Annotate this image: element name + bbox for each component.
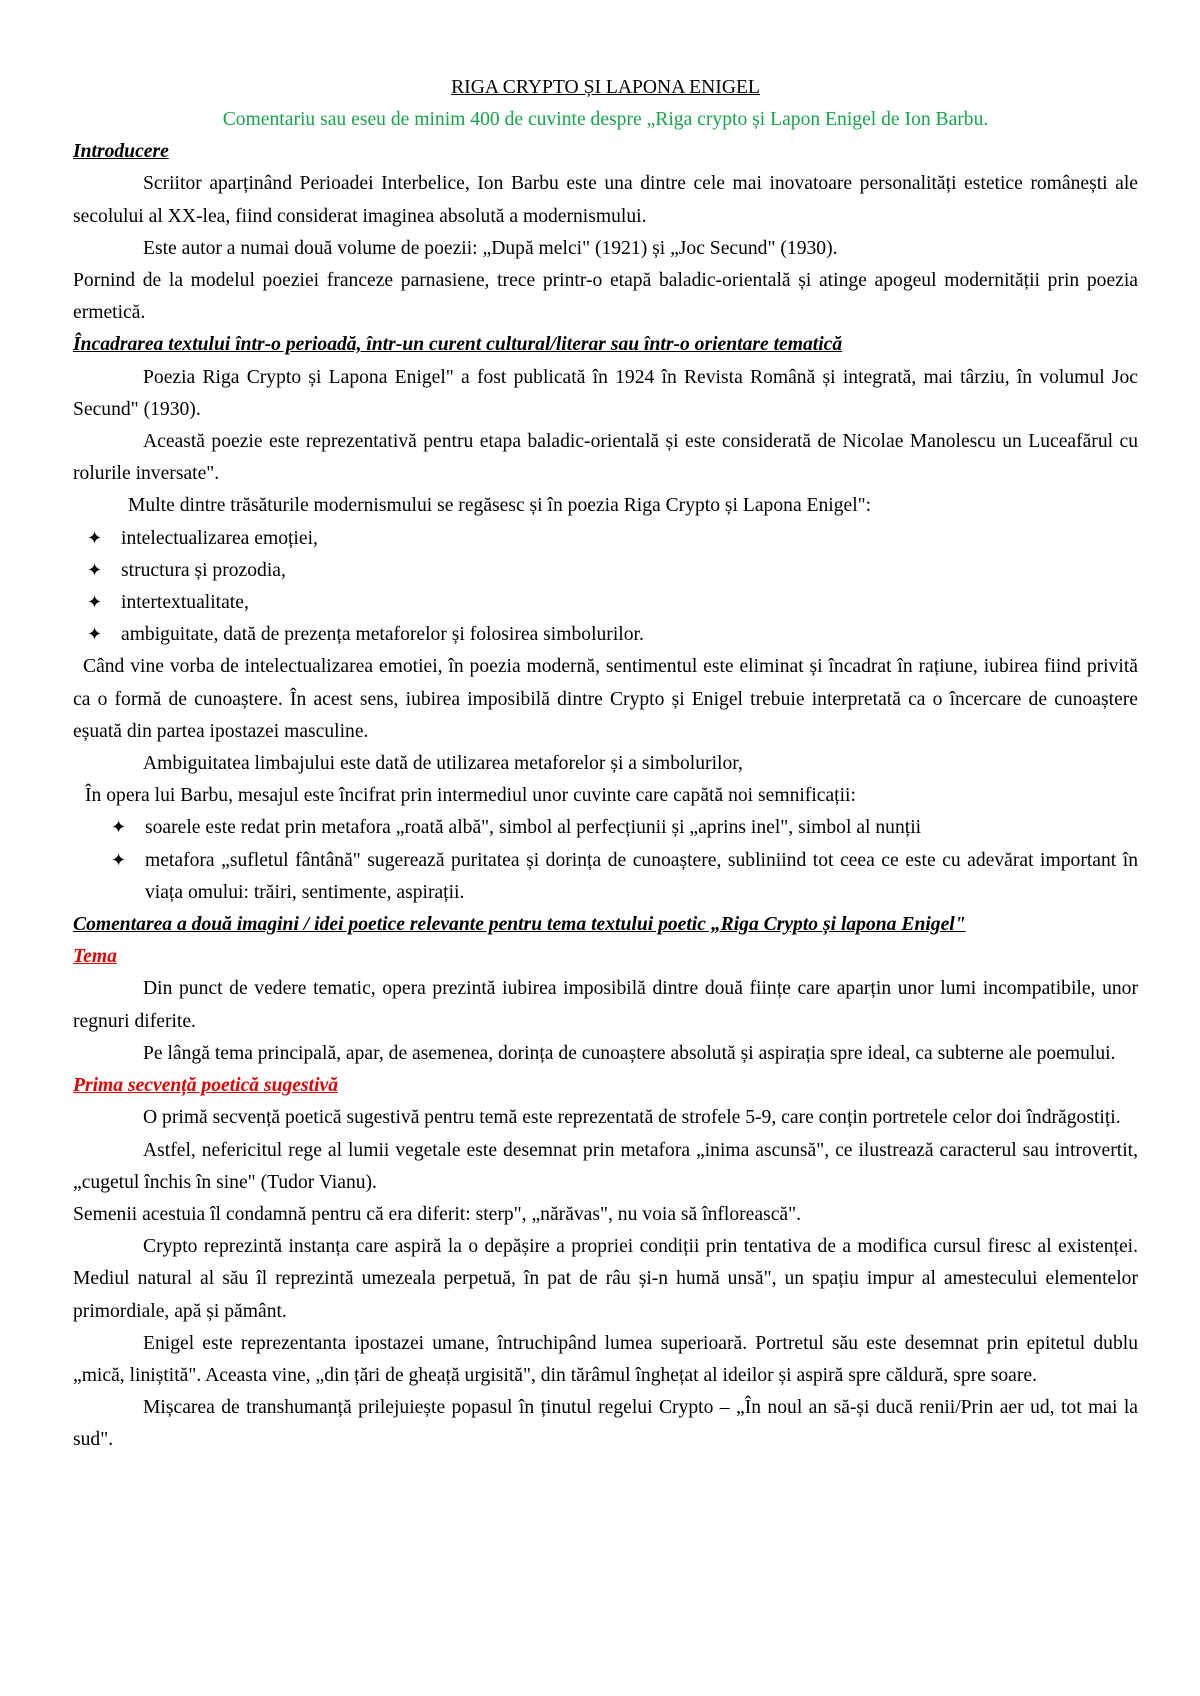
tema-paragraph-2: Pe lângă tema principală, apar, de asemenea, dorința de cunoaștere absolută și aspirația spre ideal, ca subterne ale poemului. [143, 1042, 1116, 1064]
modernism-traits-list [73, 523, 1138, 652]
four-pointed-star-icon: ✦ [87, 527, 103, 549]
four-pointed-star-icon: ✦ [111, 817, 127, 839]
symbols-list [73, 812, 1138, 909]
incadrare-paragraph-4: Când vine vorba de intelectualizarea emotiei, în poezia modernă, sentimentul este eliminat și încadrat în rațiune, iubirea fiind privită ca o formă de cunoaștere. În acest sens, iubirea imposibilă dintre Crypto și Enigel trebuie interpretată ca o încercare de cunoaștere eșuată din partea ipostazei masculine. [73, 656, 1138, 742]
incadrare-paragraph-2: Această poezie este reprezentativă pentru etapa baladic-orientală și este considerată de Nicolae Manolescu un Luceafărul cu rolurile inversate". [73, 431, 1138, 485]
heading-prima-secventa: Prima secvență poetică sugestivă [73, 1075, 339, 1097]
incadrare-paragraph-5: Ambiguitatea limbajului este dată de utilizarea metaforelor și a simbolurilor, [143, 753, 743, 775]
four-pointed-star-icon: ✦ [87, 624, 103, 646]
secventa-paragraph-2: Astfel, nefericitul rege al lumii vegetale este desemnat prin metafora „inima ascunsă", ce ilustrează caracterul sau introvertit, „cugetul închis în sine" (Tudor Vianu). [73, 1139, 1138, 1193]
document-subtitle: Comentariu sau eseu de minim 400 de cuvinte despre „Riga crypto și Lapon Enigel de Ion Barbu. [222, 109, 989, 130]
four-pointed-star-icon: ✦ [87, 559, 103, 581]
intro-paragraph-1: Scriitor aparținând Perioadei Interbelice, Ion Barbu este una dintre cele mai inovatoare personalități estetice românești ale secolului al XX-lea, fiind considerat imaginea absolută a modernismului. [73, 173, 1138, 227]
heading-comentarea: Comentarea a două imagini / idei poetice relevante pentru tema textului poetic „Riga Crypto și lapona Enigel" [73, 914, 966, 936]
document-title: RIGA CRYPTO ȘI LAPONA ENIGEL [451, 77, 760, 98]
intro-paragraph-2: Este autor a numai două volume de poezii: „După melci" (1921) și „Joc Secund" (1930). [143, 237, 838, 259]
heading-introducere: Introducere [73, 141, 169, 163]
tema-paragraph-1: Din punct de vedere tematic, opera prezintă iubirea imposibilă dintre două ființe care aparțin unor lumi incompatibile, unor regnuri diferite. [73, 978, 1138, 1032]
heading-tema: Tema [73, 946, 117, 968]
list-item: ✦ metafora „sufletul fântână" sugerează puritatea și dorința de cunoaștere, subliniind tot ceea ce este cu adevărat important în viața omului: trăiri, sentimente, aspirații. [73, 845, 1138, 909]
incadrare-paragraph-1: Poezia Riga Crypto și Lapona Enigel" a fost publicată în 1924 în Revista Română și integrată, mai târziu, în volumul Joc Secund" (1930). [73, 366, 1138, 420]
secventa-paragraph-4: Crypto reprezintă instanța care aspiră la o depășire a propriei condiții prin tentativa de a modifica cursul firesc al existenței. Mediul natural al său îl reprezintă umezeala perpetuă, în pat de râu și-n humă unsă", un spațiu impur al amestecului elementelor primordiale, apă și pământ. [73, 1236, 1138, 1322]
secventa-paragraph-5: Enigel este reprezentanta ipostazei umane, întruchipând lumea superioară. Portretul său este desemnat prin epitetul dublu „mică, liniștită". Aceasta vine, „din țări de gheață urgisită", din tărâmul înghețat al ideilor și aspiră spre căldură, spre soare. [73, 1332, 1138, 1386]
secventa-paragraph-3: Semenii acestuia îl condamnă pentru că era diferit: sterp", „nărăvas", nu voia să înflorească". [73, 1203, 801, 1225]
list-item: ✦ intelectualizarea emoției, [73, 523, 1138, 555]
heading-incadrare: Încadrarea textului într-o perioadă, într-un curent cultural/literar sau într-o orientare tematică [73, 334, 843, 356]
incadrare-paragraph-6: În opera lui Barbu, mesajul este încifrat prin intermediul unor cuvinte care capătă noi semnificații: [85, 785, 856, 807]
incadrare-paragraph-3: Multe dintre trăsăturile modernismului se regăsesc și în poezia Riga Crypto și Lapona Enigel": [128, 495, 872, 517]
list-item: ✦ ambiguitate, dată de prezența metaforelor și folosirea simbolurilor. [73, 619, 1138, 651]
list-item: ✦ structura și prozodia, [73, 555, 1138, 587]
intro-paragraph-3: Pornind de la modelul poeziei franceze parnasiene, trece printr-o etapă baladic-orientală și atinge apogeul modernității prin poezia ermetică. [73, 270, 1138, 324]
secventa-paragraph-6: Mișcarea de transhumanță prilejuiește popasul în ținutul regelui Crypto – „În noul an să-și ducă renii/Prin aer ud, tot mai la sud". [73, 1397, 1138, 1451]
list-item: ✦ intertextualitate, [73, 587, 1138, 619]
four-pointed-star-icon: ✦ [111, 849, 127, 871]
list-item: ✦ soarele este redat prin metafora „roată albă", simbol al perfecțiunii și „aprins inel", simbol al nunții [73, 812, 1138, 844]
four-pointed-star-icon: ✦ [87, 592, 103, 614]
secventa-paragraph-1: O primă secvență poetică sugestivă pentru temă este reprezentată de strofele 5-9, care conțin portretele celor doi îndrăgostiți. [143, 1107, 1121, 1129]
